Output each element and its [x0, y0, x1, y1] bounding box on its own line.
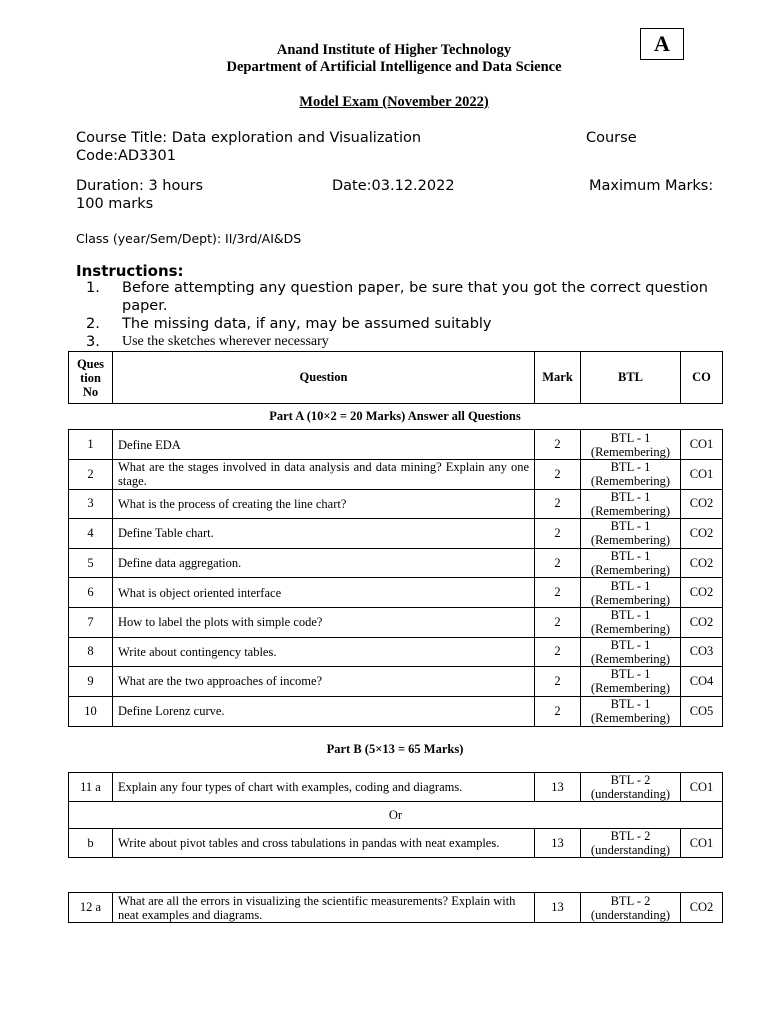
table-row [69, 667, 723, 697]
question-text: Write about pivot tables and cross tabulations in pandas with neat examples. [113, 829, 535, 858]
question-number: b [69, 829, 113, 858]
table-row [69, 607, 723, 637]
btl-level: BTL - 1 [610, 608, 651, 623]
table-row [69, 460, 723, 490]
btl-category: (Remembering) [590, 592, 671, 607]
course-code: Code:AD3301 [76, 148, 176, 164]
question-number: 7 [69, 607, 113, 637]
btl-level: BTL - 1 [610, 578, 651, 593]
question-btl [581, 489, 681, 519]
question-co: CO4 [681, 667, 723, 697]
header-mark: Mark [535, 352, 581, 404]
header-qno: Ques tion No [69, 352, 113, 404]
btl-category: (Remembering) [590, 474, 671, 489]
question-number: 1 [69, 430, 113, 460]
question-btl [581, 460, 681, 490]
question-btl [581, 696, 681, 726]
question-btl [581, 829, 681, 858]
instruction-text-3: Use the sketches wherever necessary [122, 334, 329, 349]
question-co: CO2 [681, 607, 723, 637]
btl-level: BTL - 1 [610, 667, 651, 682]
btl-category: (Remembering) [590, 444, 671, 459]
question-btl [581, 430, 681, 460]
btl-category: (Remembering) [590, 503, 671, 518]
question-text: What is the process of creating the line chart? [113, 489, 535, 519]
question-co: CO2 [681, 489, 723, 519]
question-number: 11 a [69, 773, 113, 802]
header-question: Question [113, 352, 535, 404]
duration: Duration: 3 hours [76, 178, 204, 194]
question-btl [581, 578, 681, 608]
question-number: 10 [69, 696, 113, 726]
question-number: 6 [69, 578, 113, 608]
table-row [69, 548, 723, 578]
question-btl [581, 773, 681, 802]
course-code-label: Course [586, 130, 637, 146]
question-mark: 2 [535, 548, 581, 578]
table-row [69, 696, 723, 726]
part-b-title: Part B (5×13 = 65 Marks) [326, 742, 464, 756]
part-a-title: Part A (10×2 = 20 Marks) Answer all Questions [269, 409, 521, 423]
question-btl [581, 637, 681, 667]
question-mark: 2 [535, 667, 581, 697]
table-row [69, 578, 723, 608]
q11-table [68, 772, 723, 858]
instructions-title: Instructions: [76, 262, 184, 280]
table-row [69, 489, 723, 519]
question-btl [581, 519, 681, 549]
question-co: CO2 [681, 893, 723, 923]
exam-date: Date:03.12.2022 [332, 178, 455, 194]
btl-category: (understanding) [590, 843, 671, 857]
part-a-table [68, 429, 723, 727]
question-text: Write about contingency tables. [113, 637, 535, 667]
btl-category: (Remembering) [590, 711, 671, 726]
btl-level: BTL - 1 [610, 489, 651, 504]
institute-name: Anand Institute of Higher Technology [276, 42, 512, 58]
question-co: CO2 [681, 519, 723, 549]
instruction-text-1: Before attempting any question paper, be sure that you got the correct question [122, 280, 708, 296]
btl-level: BTL - 1 [610, 637, 651, 652]
course-title: Course Title: Data exploration and Visualization [76, 130, 422, 146]
instruction-num-1: 1. [86, 280, 100, 296]
btl-category: (Remembering) [590, 533, 671, 548]
question-mark: 2 [535, 430, 581, 460]
question-co: CO3 [681, 637, 723, 667]
header-btl: BTL [581, 352, 681, 404]
question-set-box: A [640, 28, 684, 60]
question-mark: 2 [535, 489, 581, 519]
question-co: CO5 [681, 696, 723, 726]
question-btl [581, 607, 681, 637]
header-co: CO [681, 352, 723, 404]
question-text: Define Table chart. [113, 519, 535, 549]
question-co: CO1 [681, 430, 723, 460]
question-btl [581, 667, 681, 697]
question-mark: 2 [535, 519, 581, 549]
department-name: Department of Artificial Intelligence and Data Science [226, 59, 562, 75]
question-text: Define Lorenz curve. [113, 696, 535, 726]
instruction-text-2: The missing data, if any, may be assumed suitably [122, 316, 492, 332]
table-row [69, 637, 723, 667]
btl-category: (Remembering) [590, 563, 671, 578]
table-row [69, 430, 723, 460]
question-number: 8 [69, 637, 113, 667]
btl-level: BTL - 1 [610, 697, 651, 712]
exam-title: Model Exam (November 2022) [299, 94, 489, 110]
instruction-text-1-cont: paper. [122, 298, 168, 314]
btl-level: BTL - 2 [610, 893, 651, 908]
class-info: Class (year/Sem/Dept): II/3rd/AI&DS [76, 231, 302, 246]
question-text: Define data aggregation. [113, 548, 535, 578]
question-text: What are the two approaches of income? [113, 667, 535, 697]
btl-category: (Remembering) [590, 681, 671, 696]
question-number: 9 [69, 667, 113, 697]
btl-category: (Remembering) [590, 622, 671, 637]
question-mark: 2 [535, 578, 581, 608]
question-co: CO1 [681, 773, 723, 802]
btl-level: BTL - 2 [610, 773, 651, 787]
question-co: CO1 [681, 829, 723, 858]
question-co: CO2 [681, 578, 723, 608]
question-text: Explain any four types of chart with examples, coding and diagrams. [113, 773, 535, 802]
question-number: 12 a [69, 893, 113, 923]
question-mark: 13 [535, 893, 581, 923]
question-mark: 13 [535, 829, 581, 858]
btl-category: (Remembering) [590, 651, 671, 666]
instruction-num-2: 2. [86, 316, 100, 332]
question-text: What are the stages involved in data analysis and data mining? Explain any one stage. [113, 460, 535, 490]
question-table-header [68, 351, 723, 404]
btl-level: BTL - 1 [610, 460, 651, 475]
btl-category: (understanding) [590, 907, 671, 922]
question-mark: 2 [535, 696, 581, 726]
instruction-num-3: 3. [86, 334, 100, 350]
question-co: CO1 [681, 460, 723, 490]
btl-level: BTL - 1 [610, 549, 651, 564]
max-marks: 100 marks [76, 196, 154, 212]
table-row [69, 802, 723, 829]
question-mark: 13 [535, 773, 581, 802]
question-text: How to label the plots with simple code? [113, 607, 535, 637]
question-btl [581, 893, 681, 923]
question-number: 5 [69, 548, 113, 578]
question-mark: 2 [535, 460, 581, 490]
q12-table [68, 892, 723, 923]
table-row [69, 829, 723, 858]
question-mark: 2 [535, 637, 581, 667]
question-number: 3 [69, 489, 113, 519]
btl-category: (understanding) [590, 787, 671, 801]
question-mark: 2 [535, 607, 581, 637]
question-number: 2 [69, 460, 113, 490]
table-row [69, 519, 723, 549]
max-marks-label: Maximum Marks: [589, 178, 714, 194]
question-co: CO2 [681, 548, 723, 578]
btl-level: BTL - 1 [610, 519, 651, 534]
table-row [69, 893, 723, 923]
question-text: What is object oriented interface [113, 578, 535, 608]
question-text: What are all the errors in visualizing the scientific measurements? Explain with neat examples and diagrams. [113, 893, 535, 923]
btl-level: BTL - 2 [610, 829, 651, 843]
question-number: 4 [69, 519, 113, 549]
question-text: Define EDA [113, 430, 535, 460]
table-row [69, 773, 723, 802]
btl-level: BTL - 1 [610, 430, 651, 445]
or-separator: Or [69, 802, 723, 829]
question-btl [581, 548, 681, 578]
